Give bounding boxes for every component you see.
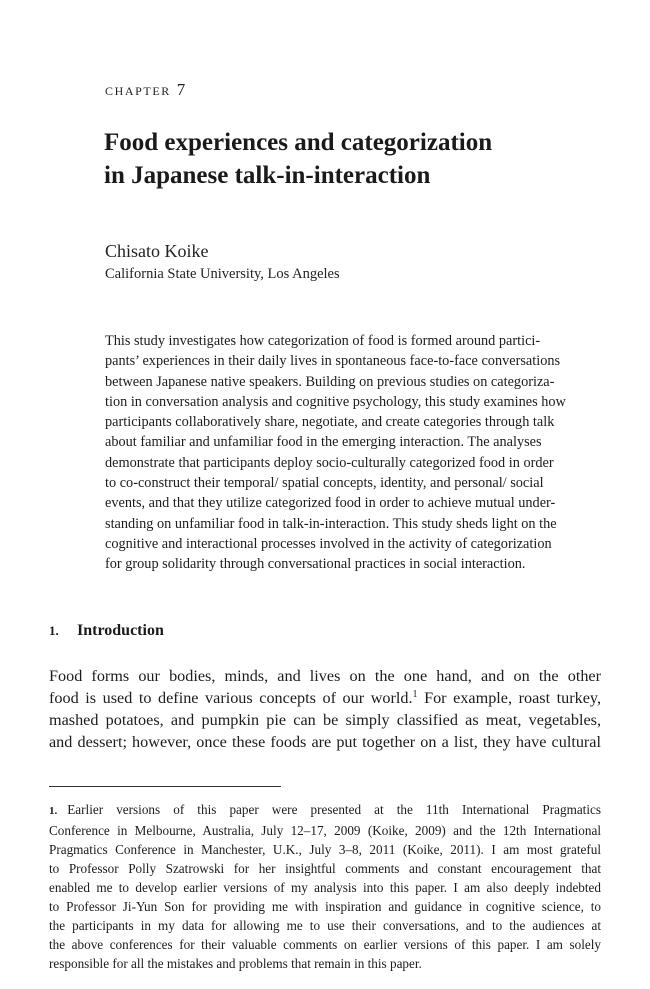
footnote-line: the participants in my data for allowing me to use their conversations, and to the audiences at [49, 918, 601, 933]
footnote-line [49, 800, 601, 821]
footnote-line: to Professor Polly Szatrowski for her insightful comments and constant encouragement that [49, 861, 601, 876]
chapter-title [104, 126, 604, 192]
abstract-line: pants’ experiences in their daily lives in spontaneous face-to-face conversations [105, 353, 561, 370]
abstract-line: to co-construct their temporal/ spatial concepts, identity, and personal/ social [105, 475, 544, 492]
footnote-line-text: Earlier versions of this paper were presented at the 11th International Pragmatics [67, 802, 601, 817]
section-heading-introduction [49, 622, 164, 640]
footnote-reference[interactable]: 1 [412, 689, 418, 700]
body-line: mashed potatoes, and pumpkin pie can be simply classified as meat, vegetables, [49, 711, 601, 729]
abstract-line: standing on unfamiliar food in talk-in-interaction. This study sheds light on the [105, 515, 557, 532]
body-paragraph [49, 665, 601, 753]
abstract-line: between Japanese native speakers. Building on previous studies on categoriza- [105, 373, 555, 390]
abstract-line: for group solidarity through conversational practices in social interaction. [105, 556, 526, 573]
abstract-line: This study investigates how categorization of food is formed around partici- [105, 333, 541, 349]
body-line-text: For example, roast turkey, [417, 689, 601, 707]
chapter-title-line-2: in Japanese talk-in-interaction [104, 162, 431, 189]
footnote-divider [49, 786, 281, 787]
chapter-label [105, 80, 187, 100]
abstract-line: about familiar and unfamiliar food in the emerging interaction. The analyses [105, 434, 542, 451]
body-line: and dessert; however, once these foods are put together on a list, they have cultural [49, 733, 601, 751]
abstract-line: cognitive and interactional processes involved in the activity of categorization [105, 535, 552, 552]
footnote-line: enabled me to develop earlier versions of my analysis into this paper. I am also deeply indebted [49, 880, 601, 895]
author-affiliation: California State University, Los Angeles [105, 266, 340, 282]
chapter-word: chapter [105, 80, 171, 99]
footnote-number: 1. [49, 805, 58, 817]
footnote-line: Pragmatics Conference in Manchester, U.K., July 3–8, 2011 (Koike, 2011). I am most grateful [49, 842, 601, 857]
author-name: Chisato Koike [105, 241, 209, 261]
abstract-line: events, and that they utilize categorized food in order to achieve mutual under- [105, 495, 556, 512]
body-line [49, 687, 601, 709]
section-title: Introduction [77, 622, 164, 639]
chapter-number: 7 [176, 80, 187, 99]
abstract-line: tion in conversation analysis and cognitive psychology, this study examines how [105, 393, 566, 410]
abstract-line: demonstrate that participants deploy socio-culturally categorized food in order [105, 454, 554, 471]
footnote-line: to Professor Ji-Yun Son for providing me with inspiration and guidance in cognitive science, to [49, 899, 601, 914]
chapter-title-line-1: Food experiences and categorization [104, 129, 493, 156]
abstract-line: participants collaboratively share, negotiate, and create categories through talk [105, 414, 555, 431]
abstract [105, 331, 601, 575]
section-number: 1. [49, 623, 59, 638]
footnote-line: responsible for all the mistakes and problems that remain in this paper. [49, 956, 422, 971]
body-line: Food forms our bodies, minds, and lives on the one hand, and on the other [49, 667, 601, 685]
footnote [49, 800, 601, 973]
footnote-line: Conference in Melbourne, Australia, July 12–17, 2009 (Koike, 2009) and the 12th International [49, 823, 601, 838]
body-line-text: food is used to define various concepts of our world. [49, 689, 413, 707]
footnote-line: the above conferences for their valuable comments on earlier versions of this paper. I am solely [49, 937, 601, 952]
